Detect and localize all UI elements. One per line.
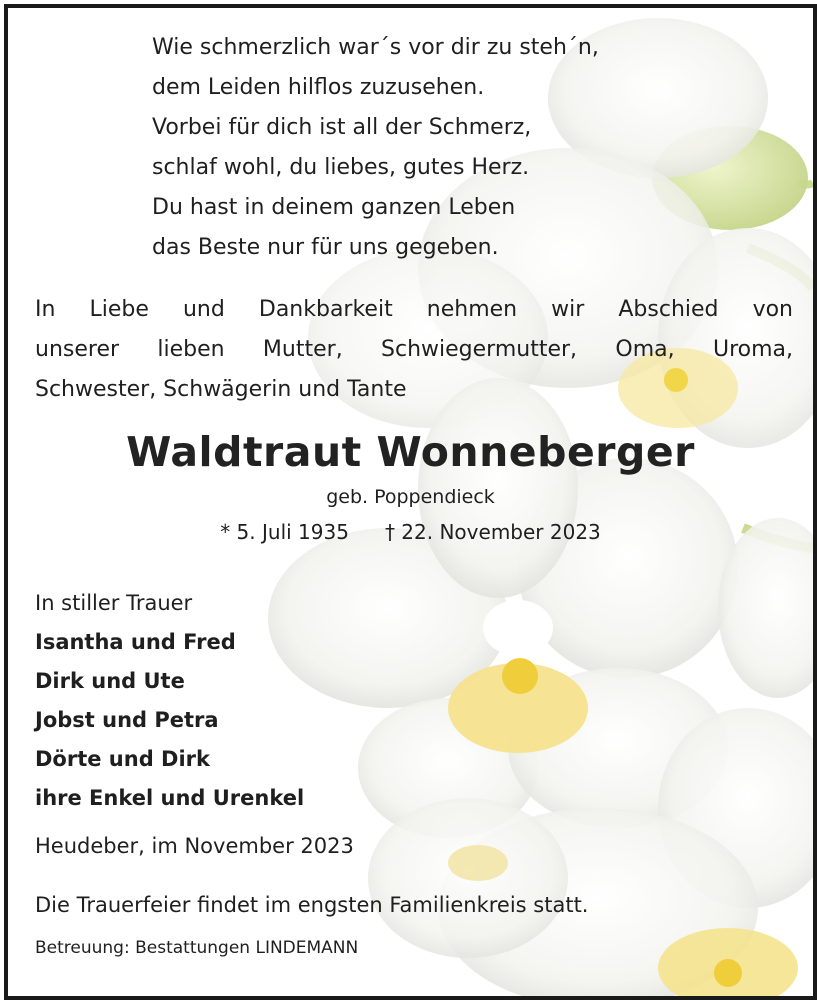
mourner-name: Dirk und Ute (35, 669, 185, 693)
deceased-name: Waldtraut Wonneberger (126, 428, 695, 476)
farewell-line: In Liebe und Dankbarkeit nehmen wir Abschied von (35, 297, 793, 322)
maiden-name: geb. Poppendieck (326, 486, 495, 508)
place-and-date: Heudeber, im November 2023 (35, 834, 354, 858)
funeral-home-credit: Betreuung: Bestattungen LINDEMANN (35, 938, 359, 958)
life-dates (8, 520, 813, 544)
mourner-name: Jobst und Petra (35, 708, 219, 732)
poem-line: das Beste nur für uns gegeben. (152, 235, 499, 260)
notice-frame (4, 4, 817, 1000)
mourners-heading: In stiller Trauer (35, 591, 193, 615)
mourner-name: ihre Enkel und Urenkel (35, 786, 305, 810)
farewell-line: Schwester, Schwägerin und Tante (35, 377, 407, 402)
poem-line: dem Leiden hilflos zuzusehen. (152, 75, 485, 100)
poem-line: Du hast in deinem ganzen Leben (152, 195, 516, 220)
ceremony-note: Die Trauerfeier findet im engsten Familienkreis statt. (35, 893, 589, 917)
mourner-name: Dörte und Dirk (35, 747, 211, 771)
poem (152, 28, 599, 268)
poem-line: Wie schmerzlich war´s vor dir zu steh´n, (152, 35, 599, 60)
farewell-line: unserer lieben Mutter, Schwiegermutter, Oma, Uroma, (35, 337, 793, 362)
birth-date: * 5. Juli 1935 (220, 520, 349, 544)
poem-line: Vorbei für dich ist all der Schmerz, (152, 115, 532, 140)
mourners-list (35, 584, 304, 818)
mourner-name: Isantha und Fred (35, 630, 236, 654)
farewell-text (35, 290, 793, 410)
death-date: † 22. November 2023 (384, 520, 601, 544)
poem-line: schlaf wohl, du liebes, gutes Herz. (152, 155, 530, 180)
